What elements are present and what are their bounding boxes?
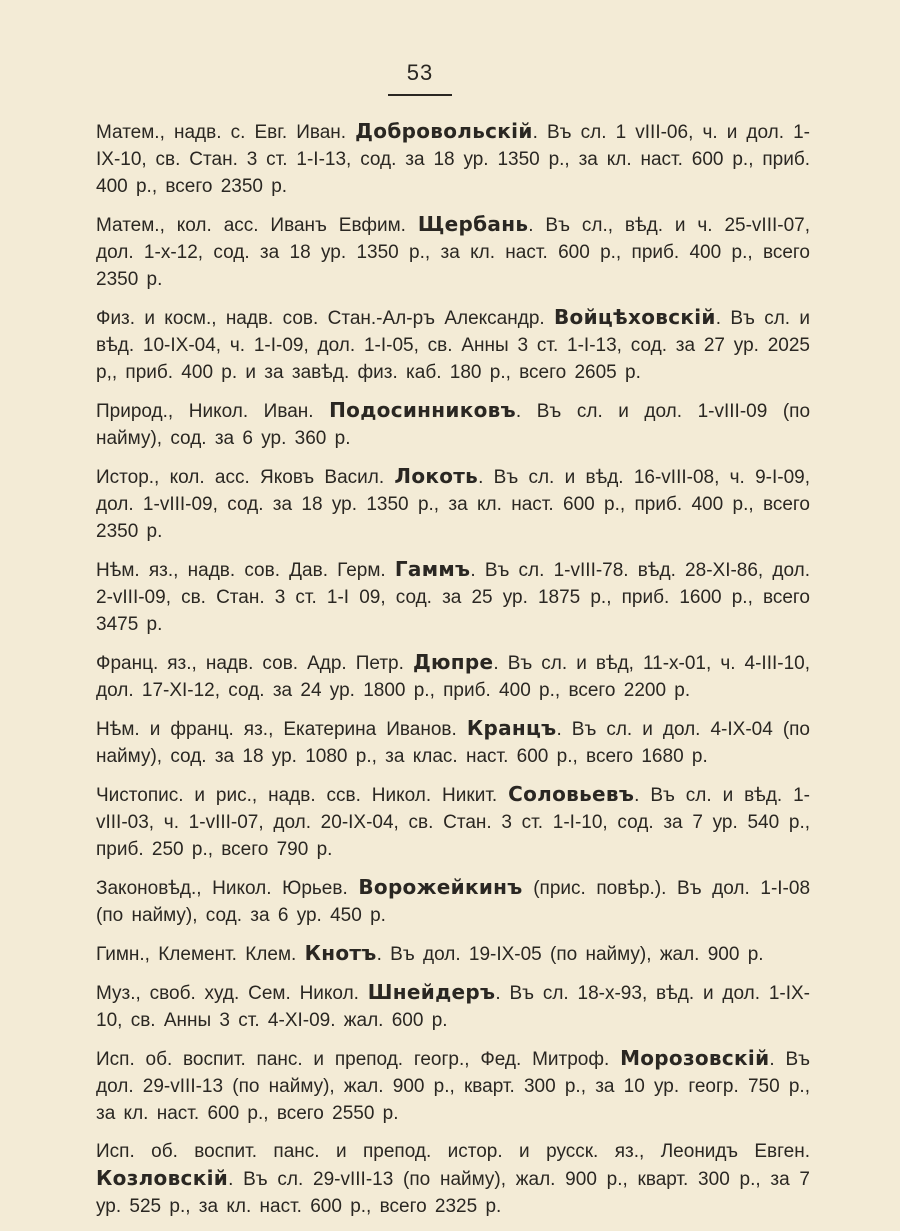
entry-text: . Въ сл. и вѣд, 11-x-01, ч. 4-III-10, дол. 17-XI-12, сод. за 24 ур. 1800 р., приб. 400 р., всего 2200 р. <box>96 653 810 701</box>
entry-text: Исп. об. воспит. панс. и препод. геогр., Фед. Митроф. <box>96 1049 610 1070</box>
surname: Соловьевъ <box>508 782 635 806</box>
staff-entry <box>30 118 810 200</box>
staff-entry <box>30 715 810 770</box>
entry-text: . Въ сл., вѣд. и ч. 25-vIII-07, дол. 1-x-12, сод. за 18 ур. 1350 р., за кл. наст. 600 р., приб. 400 р., всего 2350 р. <box>96 215 811 290</box>
entry-text: . Въ сл. и дол. 4-IX-04 (по найму), сод. за 18 ур. 1080 р., за клас. наст. 600 р., всего 1680 р. <box>96 719 810 767</box>
staff-entry <box>30 874 810 929</box>
entry-text: Физ. и косм., надв. сов. Стан.-Ал-ръ Александр. <box>96 308 545 329</box>
staff-entry <box>30 556 810 638</box>
staff-entry <box>30 463 810 545</box>
surname: Кранцъ <box>466 716 557 740</box>
entry-text: . Въ сл. и вѣд. 16-vIII-08, ч. 9-I-09, дол. 1-vIII-09, сод. за 18 ур. 1350 р., за кл. наст. 600 р., приб. 400 р., всего 2350 р. <box>96 467 810 542</box>
surname: Щербань <box>417 212 529 236</box>
entry-text: . Въ дол. 29-vIII-13 (по найму), жал. 900 р., кварт. 300 р., за 10 ур. геогр. 750 р., за кл. наст. 600 р., всего 2550 р. <box>96 1049 811 1124</box>
entry-text: . Въ сл. и вѣд. 10-IX-04, ч. 1-I-09, дол. 1-I-05, св. Анны 3 ст. 1-I-13, сод. за 27 ур. 2025 р,, приб. 400 р. и за завѣд. физ. каб. 180 р., всего 2605 р. <box>96 308 811 383</box>
entry-text: . Въ сл. и вѣд. 1-vIII-03, ч. 1-vIII-07, дол. 20-IX-04, св. Стан. 3 ст. 1-I-10, сод. за 7 ур. 540 р., приб. 250 р., всего 790 р. <box>96 785 810 860</box>
entry-text: Матем., кол. асс. Иванъ Евфим. <box>96 215 406 236</box>
page-number-underline <box>388 94 452 96</box>
staff-entry <box>30 1045 810 1127</box>
surname: Добровольскій <box>355 119 533 143</box>
staff-entry <box>30 1138 810 1220</box>
surname: Подосинниковъ <box>329 398 516 422</box>
entry-text: Нѣм. и франц. яз., Екатерина Иванов. <box>96 719 457 740</box>
staff-entry <box>30 781 810 863</box>
entry-text: . Въ сл. 1-vIII-78. вѣд. 28-XI-86, дол. 2-vIII-09, св. Стан. 3 ст. 1-I 09, сод. за 25 ур. 1875 р., приб. 1600 р., всего 3475 р. <box>96 560 811 635</box>
staff-entry <box>30 979 810 1034</box>
page-number: 53 <box>406 60 434 85</box>
entry-text: Муз., своб. худ. Сем. Никол. <box>96 983 359 1004</box>
entry-text: . Въ сл. 18-x-93, вѣд. и дол. 1-IX-10, св. Анны 3 ст. 4-XI-09. жал. 600 р. <box>96 983 810 1031</box>
entry-text: Гимн., Клемент. Клем. <box>96 944 297 965</box>
surname: Шнейдеръ <box>367 980 496 1004</box>
entry-text: Законовѣд., Никол. Юрьев. <box>96 878 348 899</box>
entry-text: . Въ сл. 29-vIII-13 (по найму), жал. 900 р., кварт. 300 р., за 7 ур. 525 р., за кл. наст. 600 р., всего 2325 р. <box>96 1169 810 1217</box>
staff-entry <box>30 211 810 293</box>
entry-text: (прис. повѣр.). Въ дол. 1-I-08 (по найму), сод. за 6 ур. 450 р. <box>96 878 811 926</box>
staff-list <box>30 118 810 1231</box>
entry-text: Исп. об. воспит. панс. и препод. истор. и русск. яз., Леонидъ Евген. <box>96 1141 810 1162</box>
surname: Кнотъ <box>304 941 377 965</box>
surname: Дюпре <box>412 650 494 674</box>
entry-text: Истор., кол. асс. Яковъ Васил. <box>96 467 385 488</box>
staff-entry <box>30 649 810 704</box>
surname: Морозовскій <box>620 1046 770 1070</box>
surname: Козловскій <box>96 1166 229 1190</box>
surname: Локоть <box>394 464 479 488</box>
surname: Войцѣховскій <box>554 305 716 329</box>
entry-text: Природ., Никол. Иван. <box>96 401 314 422</box>
surname: Ворожейкинъ <box>358 875 523 899</box>
entry-text: Нѣм. яз., надв. сов. Дав. Герм. <box>96 560 386 581</box>
staff-entry <box>30 940 810 968</box>
surname: Гаммъ <box>394 557 471 581</box>
entry-text: Франц. яз., надв. сов. Адр. Петр. <box>96 653 404 674</box>
staff-entry <box>30 397 810 452</box>
entry-text: . Въ сл. и дол. 1-vIII-09 (по найму), сод. за 6 ур. 360 р. <box>96 401 811 449</box>
entry-text: Матем., надв. с. Евг. Иван. <box>96 122 347 143</box>
entry-text: . Въ дол. 19-IX-05 (по найму), жал. 900 р. <box>376 944 764 965</box>
entry-text: Чистопис. и рис., надв. ссв. Никол. Никит. <box>96 785 498 806</box>
entry-text: . Въ сл. 1 vIII-06, ч. и дол. 1-IX-10, св. Стан. 3 ст. 1-I-13, сод. за 18 ур. 1350 р., за кл. наст. 600 р., приб. 400 р., всего 2350 р. <box>96 122 811 197</box>
staff-entry <box>30 304 810 386</box>
